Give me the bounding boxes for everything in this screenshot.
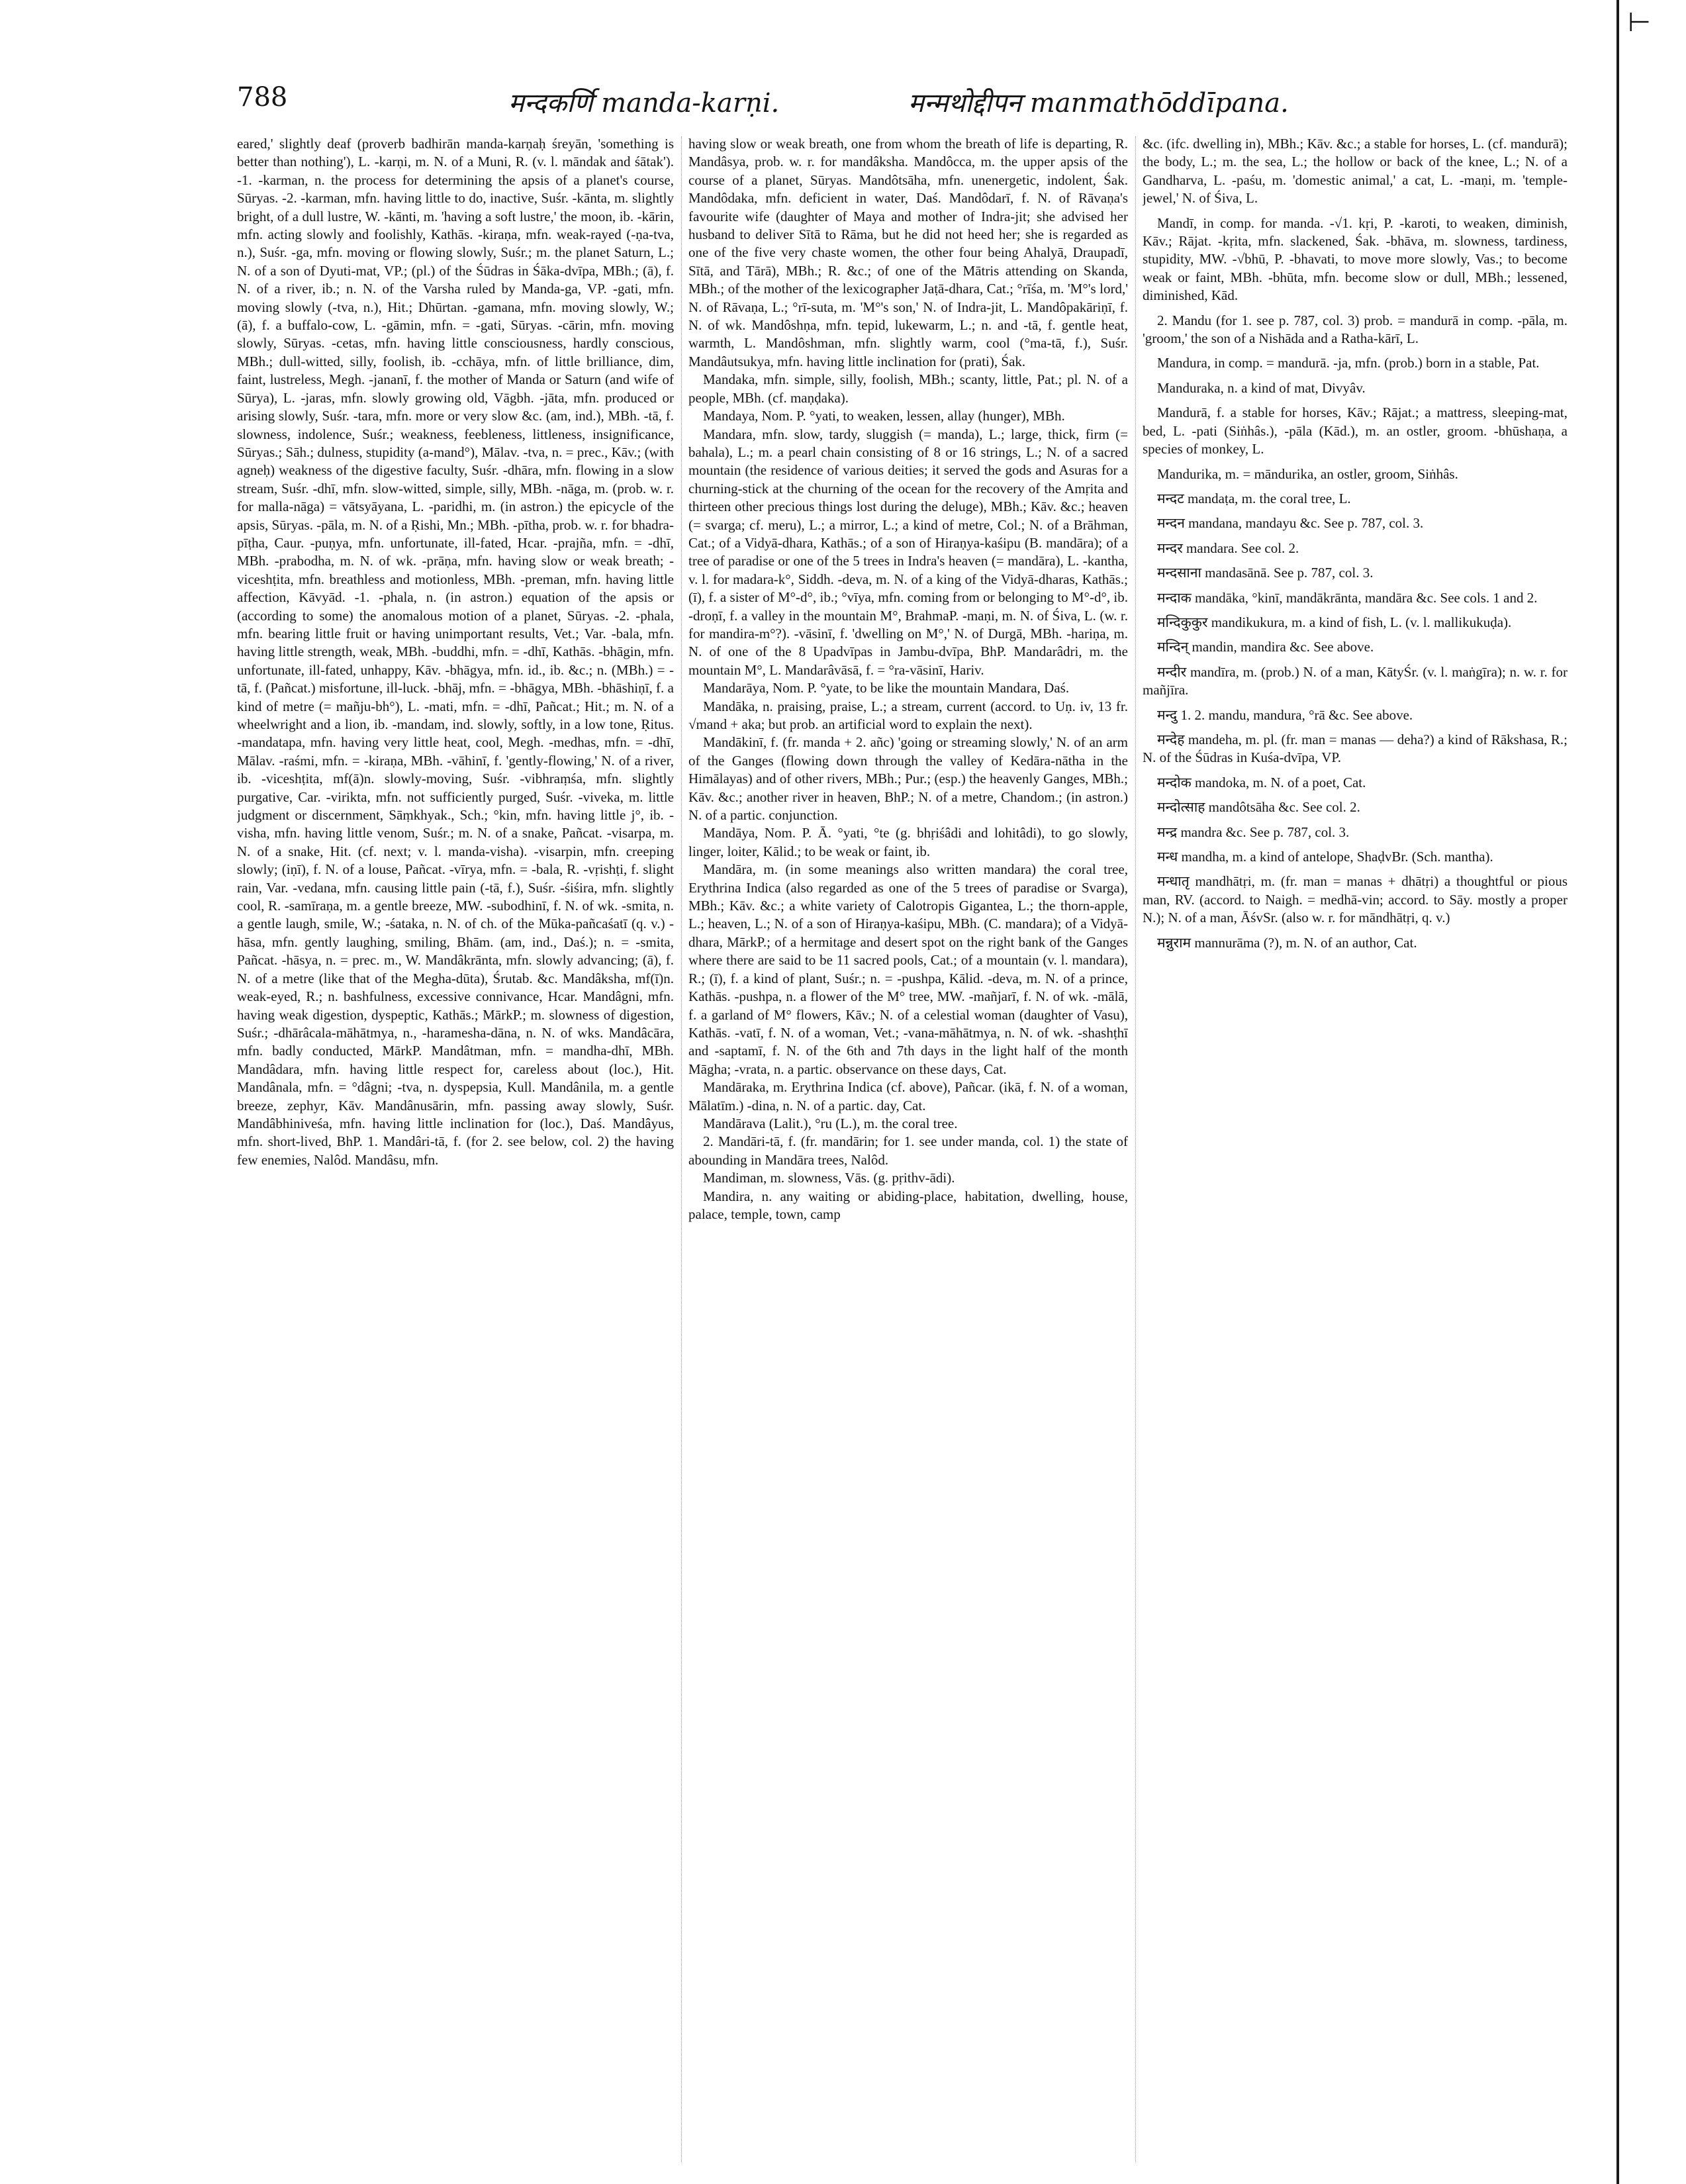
entry-text: Mandāka, n. praising, praise, L.; a stream, current (accord. to Uṇ. iv, 13 fr. √mand + aka; but prob. an artificial word to explain the next). xyxy=(688,698,1128,732)
entry-text: मन्दर mandara. See col. 2. xyxy=(1157,540,1299,556)
entry-text: मन्नुराम mannurāma (?), m. N. of an author, Cat. xyxy=(1157,934,1417,951)
right-headword: मन्मथोद्दीपन manmathōddīpana. xyxy=(908,88,1289,119)
column-divider xyxy=(681,136,682,2162)
entry-text: Mandī, in comp. for manda. -√1. kṛi, P. -karoti, to weaken, diminish, Kāv.; Rājat. -kṛita, mfn. slackened, Śak. -bhāva, m. slowness, tardiness, stupidity, MW. -√bhū, P. -bhavati, to move more slowly, Vas.; to become weak or faint, MBh. -bhūta, mfn. become slow or dull, MBh.; lessened, diminished, Kād. xyxy=(1143,214,1568,304)
entry-text: मन्दु 1. 2. mandu, mandura, °rā &c. See above. xyxy=(1157,706,1413,723)
entry-text: Mandāra, m. (in some meanings also written mandara) the coral tree, Erythrina Indica (also regarded as one of the 5 trees of paradise or Svarga), MBh.; Kāv. &c.; a white variety of Calotropis Gigantea, L.; the thorn-apple, L.; heaven, L.; N. of a son of Hiraṇya-kaśipu, MBh. (C. mandara); of a Vidyā-dhara, MārkP.; of a hermitage and desert spot on the right bank of the Ganges where there are said to be 11 sacred pools, Cat.; of a mountain (v. l. mandara), R.; (ī), f. a kind of plant, Suśr.; n. = -pushpa, Kālid. -deva, m. N. of a prince, Kathās. -pushpa, n. a flower of the M° tree, MW. -mañjarī, f. N. of wk. -mālā, f. a garland of M° flowers, Kāv.; N. of a celestial woman (daughter of Vasu), Kathās. -vatī, f. N. of a woman, Vet.; -vana-māhātmya, n. N. of wk. -shashṭhī and -saptamī, f. N. of the 6th and 7th days in the light half of the month Māgha; -vrata, n. a partic. observance on these days, Cat. xyxy=(688,861,1128,1077)
column-divider xyxy=(1135,136,1136,2162)
dictionary-column-1 xyxy=(237,135,674,2161)
entry-text: मन्धातृ mandhātṛi, m. (fr. man = manas + dhātṛi) a thoughtful or pious man, RV. (accord. to Naigh. = medhā-vin; accord. to Sāy. mostly a proper N.); N. of a man, ĀśvSr. (also w. r. for māndhātṛi, q. v.) xyxy=(1143,873,1568,926)
page-number: 788 xyxy=(237,82,288,113)
entry-text: मन्ध mandha, m. a kind of antelope, ShaḍvBr. (Sch. mantha). xyxy=(1157,849,1493,865)
entry-text: Mandira, n. any waiting or abiding-place, habitation, dwelling, house, palace, temple, town, camp xyxy=(688,1188,1128,1222)
entry-text: मन्दन mandana, mandayu &c. See p. 787, col. 3. xyxy=(1157,515,1424,532)
entry-text: Mandara, mfn. slow, tardy, sluggish (= manda), L.; large, thick, firm (= bahala), L.; m. a pearl chain consisting of 8 or 16 strings, L.; N. of a sacred mountain (the residence of various deities; it served the gods and Asuras for a churning-stick at the churning of the ocean for the recovery of the Amṛita and thirteen other precious things lost during the deluge), MBh.; Kāv. &c.; heaven (= svarga; cf. meru), L.; a mirror, L.; a kind of metre, Col.; N. of a Brāhman, Cat.; of a Vidyā-dhara, Kathās.; of a son of Hiraṇya-kaśipu (B. mandāra); of a tree of paradise or one of the 5 trees in Indra's heaven (= mandāra), L. -kantha, v. l. for madara-k°, Siddh. -deva, m. N. of a king of the Vidyā-dharas, Kathās.; (ī), f. a sister of M°-d°, ib.; °vīya, mfn. coming from or belonging to M°-d°, ib. -droṇī, f. a valley in the mountain M°, BrahmaP. -maṇi, m. N. of Śiva, L. (w. r. for mandira-m°?). -vāsinī, f. 'dwelling on M°,' N. of Durgā, MBh. -hariṇa, m. N. of one of the 8 Upadvīpas in Jambu-dvīpa, BhP. Mandarâdri, m. the mountain M°, L. Mandarâvāsā, f. = °ra-vāsinī, Hariv. xyxy=(688,426,1128,678)
entry-text: Mandurā, f. a stable for horses, Kāv.; Rājat.; a mattress, sleeping-mat, bed, L. -pati (Siṅhâs.), -pāla (Kād.), m. an ostler, groom. -bhūshaṇa, a species of monkey, L. xyxy=(1143,404,1568,457)
entry-text: Mandura, in comp. = mandurā. -ja, mfn. (prob.) born in a stable, Pat. xyxy=(1157,355,1540,371)
entry-text: Mandāya, Nom. P. Ā. °yati, °te (g. bhṛiśâdi and lohitâdi), to go slowly, linger, loiter, Kālid.; to be weak or faint, ib. xyxy=(688,825,1128,859)
entry-text: Mandāraka, m. Erythrina Indica (cf. above), Pañcar. (ikā, f. N. of a woman, Mālatīm.) -dina, n. N. of a partic. day, Cat. xyxy=(688,1079,1128,1114)
entry-text: मन्द्र mandra &c. See p. 787, col. 3. xyxy=(1157,824,1350,840)
entry-text: मन्दसाना mandasānā. See p. 787, col. 3. xyxy=(1157,565,1374,581)
page-edge-line xyxy=(1616,0,1619,2184)
entry-text: मन्दिन् mandin, mandira &c. See above. xyxy=(1157,639,1374,655)
entry-text: Mandarāya, Nom. P. °yate, to be like the mountain Mandara, Daś. xyxy=(703,680,1070,696)
page-header xyxy=(0,82,1686,128)
entry-text: eared,' slightly deaf (proverb badhirān manda-karṇaḥ śreyān, 'something is better than nothing'), L. -karṇi, m. N. of a Muni, R. (v. l. māndak and śātak'). -1. -karman, n. the process for determining the apsis of a planet's course, Sūryas. -2. -karman, mfn. having little to do, inactive, Suśr. -kānta, m. slightly bright, of a dull lustre, W. -kānti, m. 'having a soft lustre,' the moon, ib. -kārin, mfn. acting slowly and foolishly, Kathās. -kiraṇa, mfn. weak-rayed (-ṇa-tva, n.), Suśr. -ga, mfn. moving or flowing slowly, Suśr.; m. the planet Saturn, L.; N. of a son of Dyuti-mat, VP.; (pl.) of the Śūdras in Śāka-dvīpa, MBh.; (ā), f. N. of a river, ib.; n. N. of the Varsha ruled by Manda-ga, VP. -gati, mfn. moving slowly (-tva, n.), Hit.; Dhūrtan. -gamana, mfn. moving slowly, W.; (ā), f. a buffalo-cow, L. -gāmin, mfn. = -gati, Sūryas. -cārin, mfn. moving slowly, Sūryas. -cetas, mfn. having little consciousness, hardly conscious, MBh.; dull-witted, silly, foolish, ib. -cchāya, mfn. of little brilliance, dim, faint, lustreless, Megh. -jananī, f. the mother of Manda or Saturn (and wife of Sūrya), L. -jaras, mfn. slowly growing old, Vāgbh. -jāta, mfn. produced or arising slowly, Suśr. -tara, mfn. more or very slow &c. (am, ind.), MBh. -tā, f. slowness, indolence, Suśr.; weakness, feebleness, littleness, insignificance, Sūryas.; Sāh.; dulness, stupidity (a-mand°), Mālav. -tva, n. = prec., Kāv.; (with agneḥ) weakness of the digestive faculty, Suśr. -dhāra, mfn. flowing in a slow stream, Suśr. -dhī, mfn. slow-witted, simple, silly, MBh. -nāga, m. (prob. w. r. for malla-nāga) = vātsyāyana, L. -paridhi, m. (in astron.) the epicycle of the apsis, Sūryas. -pāla, m. N. of a Ṛishi, Mn.; MBh. -pītha, prob. w. r. for bhadra-pīṭha, Caur. -puṇya, mfn. unfortunate, ill-fated, Hcar. -prajña, mfn. = -dhī, MBh. -prabodha, m. N. of wk. -prāṇa, mfn. having slow or weak breath; -viceshṭita, mfn. breathless and motionless, MBh. -preman, mfn. having little affection, Kāvyād. -1. -phala, n. (in astron.) equation of the apsis or (according to some) the anomalous motion of a planet, Sūryas. -2. -phala, mfn. bearing little fruit or having unimportant results, Vet.; Var. -bala, mfn. having little strength, weak, MBh. -buddhi, mfn. = -dhī, Kathās. -bhāgin, mfn. unfortunate, ill-fated, unhappy, Kāv. -bhāgya, mfn. id., ib. &c.; n. (MBh.) = -tā, f. (Pañcat.) misfortune, ill-luck. -bhāj, mfn. = -bhāgya, MBh. -bhāshiṇī, f. a kind of metre (= mañju-bh°), L. -mati, mfn. = -dhī, Pañcat.; Hit.; m. N. of a wheelwright and a lion, ib. -mandam, ind. slowly, softly, in a low tone, Ṛitus. -mandatapa, mfn. having very little heat, cool, Megh. -medhas, mfn. = -dhī, Mālav. -raśmi, mfn. = -kiraṇa, MBh. -vāhinī, f. 'gently-flowing,' N. of a river, ib. -viceshṭita, mf(ā)n. slowly-moving, Suśr. -vibhraṃśa, mfn. slightly purgative, Car. -virikta, mfn. not sufficiently purged, Suśr. -viveka, m. little judgment or discernment, Sāṃkhyak., Sch.; °kin, mfn. having little j°, ib. -visha, mfn. having little venom, Suśr.; m. N. of a snake, Pañcat. -visarpa, m. N. of a snake, Hit. (cf. next; v. l. manda-visha). -visarpin, mfn. creeping slowly; (iṇī), f. N. of a louse, Pañcat. -vīrya, mfn. = -bala, R. -vṛishṭi, f. slight rain, Var. -vedana, mfn. causing little pain (-tā, f.), Suśr. -śiśira, mfn. slightly cool, R. -samīraṇa, m. a gentle breeze, MW. -subodhinī, f. N. of wk. -smita, n. a gentle laugh, smile, W.; -śataka, n. N. of ch. of the Mūka-pañcaśatī (q. v.) -hāsa, mfn. gently laughing, smiling, Bhām. (am, ind., Daś.); n. = -smita, Pañcat. -hāsya, n. = prec. m., W. Mandâkrānta, mfn. slowly advancing; (ā), f. N. of a metre (like that of the Megha-dūta), Śrutab. &c. Mandâksha, mf(ī)n. weak-eyed, R.; n. bashfulness, excessive connivance, Hcar. Mandâgni, mfn. having weak digestion, dyspeptic, Kathās.; MārkP.; m. slowness of digestion, Suśr.; -dhārâcala-māhātmya, n., -haramesha-dāna, n. N. of wks. Mandâcāra, mfn. badly conducted, MārkP. Mandâtman, mfn. = mandha-dhī, MBh. Mandâdara, mfn. having little respect for, careless about (loc.), Hit. Mandânala, mfn. = °dâgni; -tva, n. dyspepsia, Kull. Mandânila, m. a gentle breeze, zephyr, Kāv. Mandânusārin, mfn. passing away slowly, Suśr. Mandâbhiniveśa, mfn. having little inclination for (loc.), Daś. Mandâyus, mfn. short-lived, BhP. 1. Mandâri-tā, f. (for 2. see below, col. 2) the having few enemies, Nalôd. Mandâsu, mfn. xyxy=(237,136,674,1168)
page-edge-mark: ⊢ xyxy=(1628,7,1651,38)
dictionary-column-2 xyxy=(688,135,1128,2161)
entry-text: Mandaya, Nom. P. °yati, to weaken, lessen, allay (hunger), MBh. xyxy=(703,408,1065,424)
entry-text: मन्देह mandeha, m. pl. (fr. man = manas — deha?) a kind of Rākshasa, R.; N. of the Śūdras in Kuśa-dvīpa, VP. xyxy=(1143,731,1568,766)
entry-text: मन्दीर mandīra, m. (prob.) N. of a man, KātyŚr. (v. l. maṅgīra); n. w. r. for mañjīra. xyxy=(1143,663,1568,698)
entry-text: Mandākinī, f. (fr. manda + 2. añc) 'going or streaming slowly,' N. of an arm of the Ganges (flowing down through the valley of Kedāra-nātha in the Himālayas) and of other rivers, MBh.; Pur.; (esp.) the heavenly Ganges, MBh.; Kāv. &c.; another river in heaven, BhP.; N. of a metre, Chandom.; (in astron.) N. of a partic. conjunction. xyxy=(688,734,1128,824)
entry-text: 2. Mandāri-tā, f. (fr. mandārin; for 1. see under manda, col. 1) the state of abounding in Mandāra trees, Nalôd. xyxy=(688,1133,1128,1168)
dictionary-column-3 xyxy=(1143,135,1568,2161)
entry-text: Manduraka, n. a kind of mat, Divyâv. xyxy=(1157,379,1366,396)
entry-text: Mandaka, mfn. simple, silly, foolish, MBh.; scanty, little, Pat.; pl. N. of a people, MBh. (cf. maṇḍaka). xyxy=(688,371,1128,406)
entry-text: 2. Mandu (for 1. see p. 787, col. 3) prob. = mandurā in comp. -pāla, m. 'groom,' the son of a Nishāda and a Ratha-kārī, L. xyxy=(1143,312,1568,347)
entry-text: Mandiman, m. slowness, Vās. (g. pṛithv-ādi). xyxy=(703,1170,955,1186)
entry-text: मन्दोत्साह mandôtsāha &c. See col. 2. xyxy=(1157,799,1360,816)
entry-text: Mandārava (Lalit.), °ru (L.), m. the coral tree. xyxy=(703,1115,958,1131)
entry-text: &c. (ifc. dwelling in), MBh.; Kāv. &c.; a stable for horses, L. (cf. mandurā); the body, L.; m. the sea, L.; the hollow or back of the knee, L.; N. of a Gandharva, L. -paśu, m. 'domestic animal,' a cat, L. -maṇi, m. 'temple-jewel,' N. of Śiva, L. xyxy=(1143,136,1568,207)
left-headword: मन्दकर्णि manda-karṇi. xyxy=(508,88,780,119)
entry-text: मन्दट mandaṭa, m. the coral tree, L. xyxy=(1157,490,1351,506)
entry-text: मन्दोक mandoka, m. N. of a poet, Cat. xyxy=(1157,774,1366,790)
entry-text: मन्दाक mandāka, °kinī, mandākrānta, mandāra &c. See cols. 1 and 2. xyxy=(1157,589,1538,606)
entry-text: मन्दिकुकुर mandikukura, m. a kind of fish, L. (v. l. mallikukuḍa). xyxy=(1157,614,1512,630)
entry-text: Mandurika, m. = māndurika, an ostler, groom, Siṅhâs. xyxy=(1157,465,1458,482)
entry-text: having slow or weak breath, one from whom the breath of life is departing, R. Mandâsya, prob. w. r. for mandâksha. Mandôcca, m. the upper apsis of the course of a planet, Sūryas. Mandôtsāha, mfn. unenergetic, indolent, Śak. Mandôdaka, mfn. deficient in water, Daś. Mandôdarī, f. N. of Rāvaṇa's favourite wife (daughter of Maya and mother of Indra-jit; she advised her husband to deliver Sītā to Rāma, but he did not heed her; she is regarded as one of the five very chaste women, the other four being Ahalyā, Draupadī, Sītā, and Tārā), MBh.; R. &c.; of one of the Mātris attending on Skanda, MBh.; of the mother of the lexicographer Jaṭā-dhara, Cat.; °rīśa, m. 'M°'s lord,' N. of Rāvaṇa, L.; °rī-suta, m. 'M°'s son,' N. of Indra-jit, L. Mandôpakāriṇī, f. N. of wk. Mandôshṇa, mfn. tepid, lukewarm, L.; n. and -tā, f. gentle heat, warmth, L. Mandôshman, mfn. slightly warm, cool (°ma-tā, f.), Suśr. Mandâutsukya, mfn. having little inclination for (prati), Śak. xyxy=(688,136,1128,369)
